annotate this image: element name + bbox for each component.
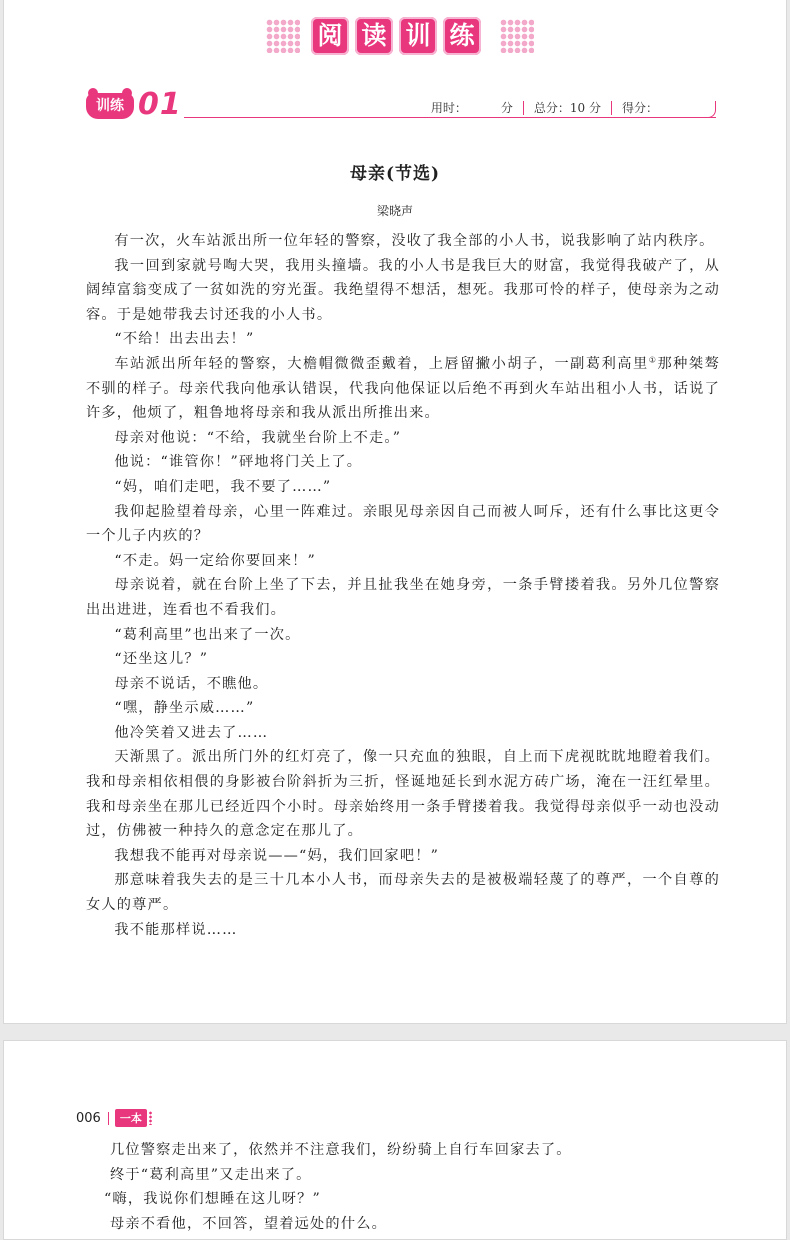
- divider: [108, 1112, 109, 1125]
- continued-text: [104, 1138, 730, 1236]
- total-score: 总分：10 分: [533, 101, 601, 115]
- divider: [523, 101, 524, 115]
- paragraph: “嗨，我说你们想睡在这儿呀？”: [104, 1191, 321, 1208]
- exercise-number: 01: [138, 87, 182, 122]
- score-info: [431, 99, 698, 116]
- banner-title: [311, 17, 481, 55]
- page-one: [3, 0, 787, 1024]
- paragraph: 他冷笑着又进去了……: [114, 724, 269, 741]
- decorative-dots-right: [500, 19, 534, 53]
- paragraph: 母亲不说话，不瞧他。: [114, 675, 269, 692]
- article-title: 母亲(节选): [349, 164, 441, 184]
- divider: [611, 101, 612, 115]
- score-label: 得分：: [621, 101, 658, 115]
- paragraph: 终于“葛利高里”又走出来了。: [110, 1166, 312, 1183]
- paragraph: 我一回到家就号啕大哭，我用头撞墙。我的小人书是我巨大的财富，我觉得我破产了，从阔绰富翁变成了一贫如洗的穷光蛋。我绝望得不想活，想死。我那可怜的样子，使母亲为之动容。于是她带我去讨还我的小人书。: [86, 257, 720, 323]
- banner-char: 读: [355, 17, 393, 55]
- time-unit: 分: [500, 101, 513, 115]
- paragraph: 我仰起脸望着母亲，心里一阵难过。亲眼见母亲因自己而被人呵斥，还有什么事比这更令一个儿子内疚的？: [86, 503, 720, 545]
- page-header: [76, 1109, 153, 1127]
- paragraph: “还坐这儿？”: [114, 651, 209, 668]
- banner-char: 练: [443, 17, 481, 55]
- paragraph: 那意味着我失去的是三十几本小人书，而母亲失去的是被极端轻蔑了的尊严，一个自尊的女人的尊严。: [86, 872, 720, 914]
- paragraph: 几位警察走出来了，依然并不注意我们，纷纷骑上自行车回家去了。: [110, 1142, 572, 1158]
- paragraph: “不给！出去出去！”: [114, 331, 255, 348]
- footnote-marker: ①: [648, 355, 658, 365]
- paragraph: 天渐黑了。派出所门外的红灯亮了，像一只充血的独眼，自上而下虎视眈眈地瞪着我们。我和母亲相依相偎的身影被台阶斜折为三折，怪诞地延长到水泥方砖广场，淹在一汪红晕里。我和母亲坐在那儿已经近四个小时。母亲始终用一条手臂搂着我。我觉得母亲似乎一动也没动过，仿佛被一种持久的意念定在那儿了。: [86, 749, 720, 840]
- brand-logo: 一本: [115, 1109, 147, 1127]
- exercise-header: [84, 87, 716, 123]
- article-author: 梁晓声: [376, 204, 413, 218]
- paragraph: 我不能那样说……: [114, 921, 238, 938]
- paragraph: 母亲对他说：“不给，我就坐台阶上不走。”: [114, 429, 402, 446]
- banner-char: 训: [399, 17, 437, 55]
- paragraph: “葛利高里”也出来了一次。: [114, 626, 301, 643]
- brand-dots-icon: [148, 1111, 153, 1125]
- header-rule: [184, 117, 716, 118]
- paragraph-text: 车站派出所年轻的警察，大檐帽微微歪戴着，上唇留撇小胡子，一副葛利高里: [114, 355, 649, 372]
- paragraph: [86, 352, 720, 426]
- paragraph-text: 那种桀骜不驯的样子。母亲代我向他承认错误，代我向他保证以后绝不再到火车站出租小人书，话说了许多，他烦了，粗鲁地将母亲和我从派出所推出来。: [86, 355, 720, 422]
- paragraph: “嘿，静坐示威……”: [114, 700, 255, 717]
- header-rule-end: [703, 101, 716, 118]
- exercise-badge: 训练: [86, 93, 134, 119]
- banner-char: 阅: [311, 17, 349, 55]
- page-number: 006: [76, 1110, 101, 1126]
- time-label: 用时：: [430, 101, 467, 115]
- page-two: [3, 1040, 787, 1240]
- article-body: [86, 229, 720, 942]
- paragraph: “不走。妈一定给你要回来！”: [114, 552, 316, 569]
- paragraph: 母亲说着，就在台阶上坐了下去，并且扯我坐在她身旁，一条手臂搂着我。另外几位警察出出进进，连看也不看我们。: [86, 577, 720, 618]
- paragraph: “妈，咱们走吧，我不要了……”: [114, 478, 332, 495]
- paragraph: 他说：“谁管你！”砰地将门关上了。: [114, 454, 363, 471]
- decorative-dots-left: [266, 19, 300, 53]
- paragraph: 我想我不能再对母亲说——“妈，我们回家吧！”: [114, 847, 440, 864]
- paragraph: 母亲不看他，不回答，望着远处的什么。: [110, 1215, 387, 1232]
- reading-training-banner: [4, 17, 786, 57]
- paragraph: 有一次，火车站派出所一位年轻的警察，没收了我全部的小人书，说我影响了站内秩序。: [114, 233, 715, 249]
